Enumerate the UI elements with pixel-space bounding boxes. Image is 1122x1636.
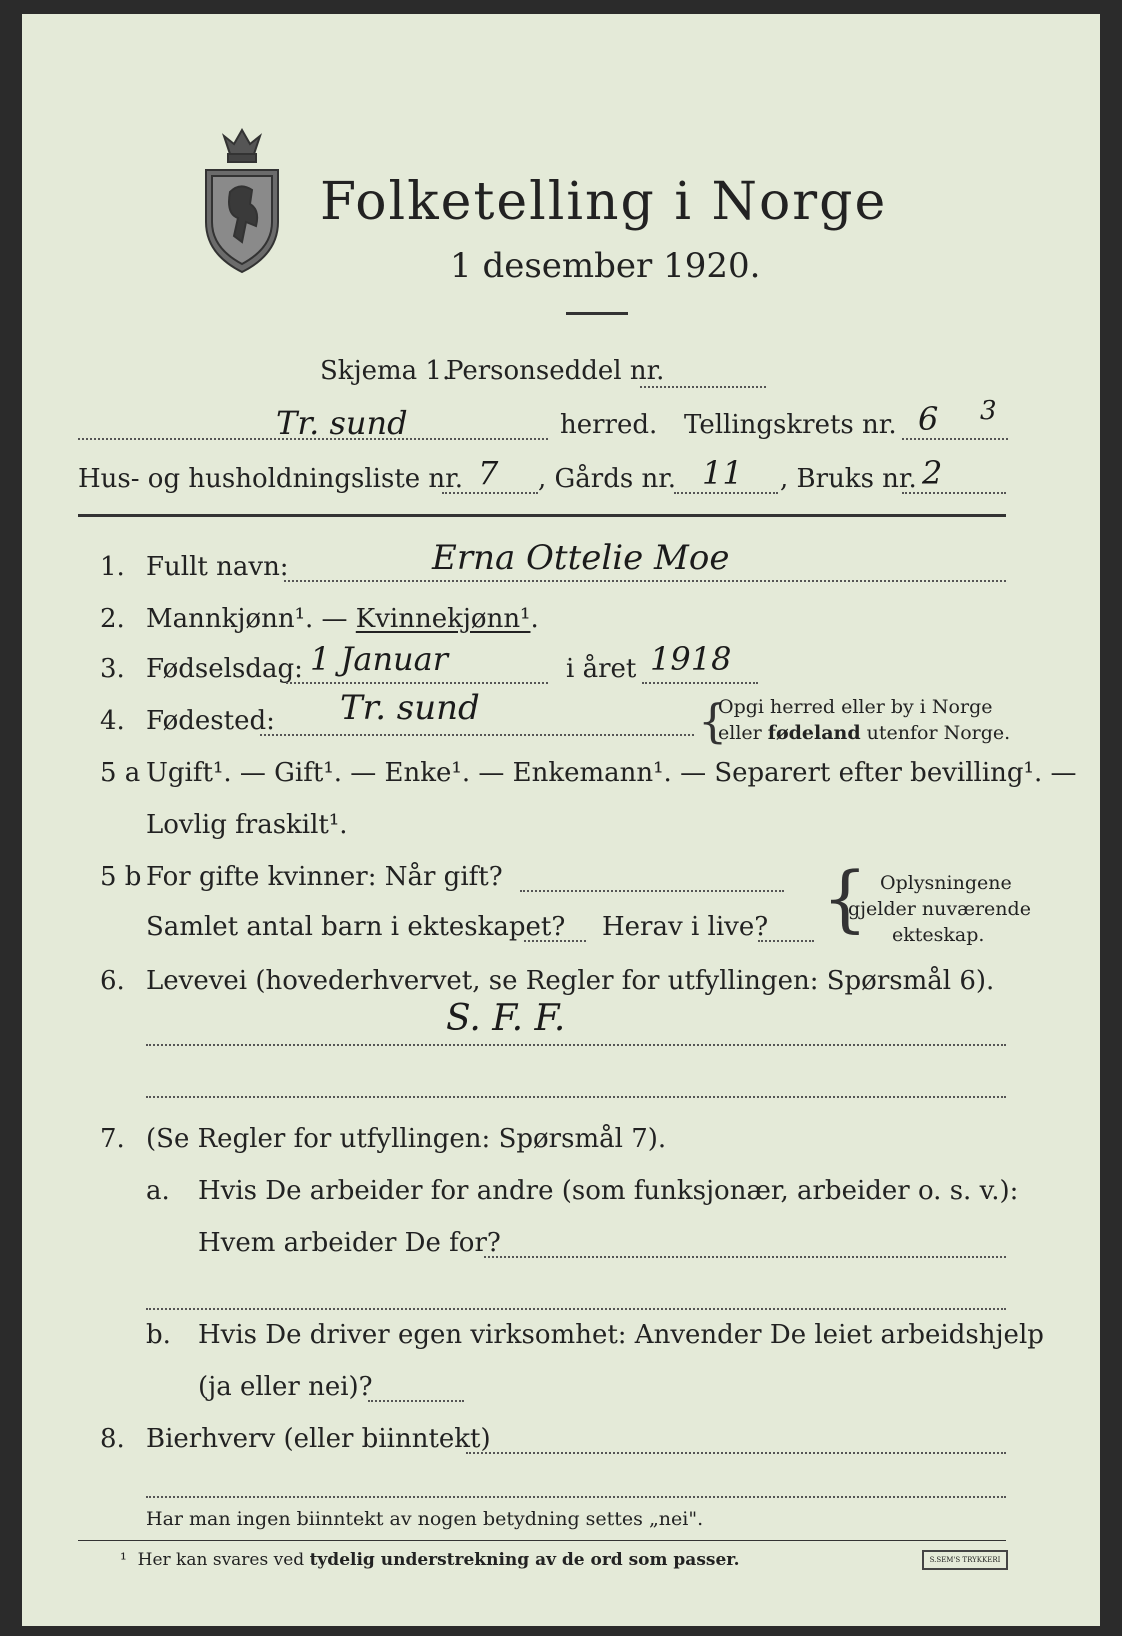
gards-value: 11: [702, 454, 743, 492]
q7b-text: Hvis De driver egen virksomhet: Anvender De leiet arbeidshjelp: [198, 1320, 1044, 1350]
children-total-field[interactable]: [524, 940, 586, 942]
q2-options: Mannkjønn¹. — Kvinnekjønn¹.: [146, 604, 539, 634]
coat-of-arms-icon: [200, 126, 284, 276]
q5b-note-line3: ekteskap.: [892, 924, 985, 946]
skjema-label: Skjema 1.: [320, 356, 451, 386]
marital-status-options-cont[interactable]: Lovlig fraskilt¹.: [146, 810, 348, 840]
q7-number: 7.: [100, 1124, 125, 1154]
q5b-note-line1: Oplysningene: [880, 872, 1012, 894]
q2-number: 2.: [100, 604, 125, 634]
hus-value: 7: [478, 454, 499, 492]
birthday-field[interactable]: [286, 682, 548, 684]
q8-label: Bierhverv (eller biinntekt): [146, 1424, 491, 1454]
hired-help-label: (ja eller nei)?: [198, 1372, 373, 1402]
birth-year-value: 1918: [650, 640, 732, 678]
birthplace-value: Tr. sund: [340, 688, 480, 728]
side-income-field-line2[interactable]: [146, 1496, 1006, 1498]
q7a-number: a.: [146, 1176, 170, 1206]
q4-note-line2: eller fødeland utenfor Norge.: [718, 722, 1011, 744]
occupation-field[interactable]: [146, 1044, 1006, 1046]
hus-label: Hus- og husholdningsliste nr.: [78, 464, 464, 494]
occupation-value: S. F. F.: [446, 998, 566, 1039]
q6-label: Levevei (hovederhvervet, se Regler for utfyllingen: Spørsmål 6).: [146, 966, 995, 996]
herred-label: herred.: [560, 410, 658, 440]
q3-label: Fødselsdag:: [146, 654, 303, 684]
bruks-label: , Bruks nr.: [780, 464, 917, 494]
q5b-brace: {: [822, 856, 868, 940]
marital-status-options[interactable]: Ugift¹. — Gift¹. — Enke¹. — Enkemann¹. — Separert efter bevilling¹. —: [146, 758, 1077, 788]
q4-number: 4.: [100, 706, 125, 736]
printer-stamp: S.SEM'S TRYKKERI: [922, 1550, 1008, 1570]
q5a-number: 5 a: [100, 758, 141, 788]
q8-number: 8.: [100, 1424, 125, 1454]
employer-field-line2[interactable]: [146, 1308, 1006, 1310]
q7-label: (Se Regler for utfyllingen: Spørsmål 7).: [146, 1124, 667, 1154]
form-title: Folketelling i Norge: [320, 172, 888, 232]
tellingskrets-field[interactable]: [902, 438, 1008, 440]
children-total-label: Samlet antal barn i ekteskapet?: [146, 912, 566, 942]
female-option[interactable]: Kvinnekjønn¹: [355, 604, 531, 634]
children-alive-field[interactable]: [758, 940, 814, 942]
bruks-value: 2: [922, 454, 943, 492]
birthplace-field[interactable]: [260, 734, 694, 736]
employer-label: Hvem arbeider De for?: [198, 1228, 501, 1258]
q3-number: 3.: [100, 654, 125, 684]
herred-value: Tr. sund: [276, 404, 408, 442]
married-when-label: For gifte kvinner: Når gift?: [146, 862, 503, 892]
birth-year-field[interactable]: [642, 682, 758, 684]
occupation-field-line2[interactable]: [146, 1096, 1006, 1098]
aret-label: i året: [566, 654, 637, 684]
tellingskrets-label: Tellingskrets nr.: [684, 410, 897, 440]
gards-label: , Gårds nr.: [538, 464, 677, 494]
q1-label: Fullt navn:: [146, 552, 289, 582]
tellingskrets-extra: 3: [980, 396, 997, 426]
married-when-field[interactable]: [520, 890, 784, 892]
census-form: [22, 14, 1100, 1626]
gards-field[interactable]: [674, 492, 778, 494]
employer-field[interactable]: [484, 1256, 1006, 1258]
children-alive-label: Herav i live?: [602, 912, 769, 942]
q4-label: Fødested:: [146, 706, 275, 736]
q7b-number: b.: [146, 1320, 171, 1350]
birthday-value: 1 Januar: [310, 640, 449, 678]
q6-number: 6.: [100, 966, 125, 996]
footer-divider: [78, 1540, 1006, 1541]
header-divider: [78, 514, 1006, 517]
full-name-field[interactable]: [284, 580, 1006, 582]
bruks-field[interactable]: [902, 492, 1006, 494]
q4-note-line1: Opgi herred eller by i Norge: [718, 696, 993, 718]
q7a-text: Hvis De arbeider for andre (som funksjonær, arbeider o. s. v.):: [198, 1176, 1019, 1206]
form-subtitle: 1 desember 1920.: [450, 246, 761, 286]
personseddel-field[interactable]: [640, 386, 766, 388]
male-option[interactable]: Mannkjønn¹. —: [146, 604, 356, 634]
tellingskrets-value: 6: [918, 400, 939, 438]
title-rule: [566, 312, 628, 315]
q5b-number: 5 b: [100, 862, 142, 892]
q4-brace: {: [698, 694, 728, 748]
footer-note: Har man ingen biinntekt av nogen betydning settes „nei".: [146, 1508, 704, 1530]
hired-help-field[interactable]: [368, 1400, 464, 1402]
full-name-value: Erna Ottelie Moe: [432, 538, 730, 578]
q1-number: 1.: [100, 552, 125, 582]
q5b-note-line2: gjelder nuværende: [848, 898, 1031, 920]
hus-field[interactable]: [442, 492, 538, 494]
side-income-field[interactable]: [466, 1452, 1006, 1454]
footnote: ¹ Her kan svares ved tydelig understrekning av de ord som passer.: [120, 1550, 740, 1570]
personseddel-label: Personseddel nr.: [446, 356, 665, 386]
